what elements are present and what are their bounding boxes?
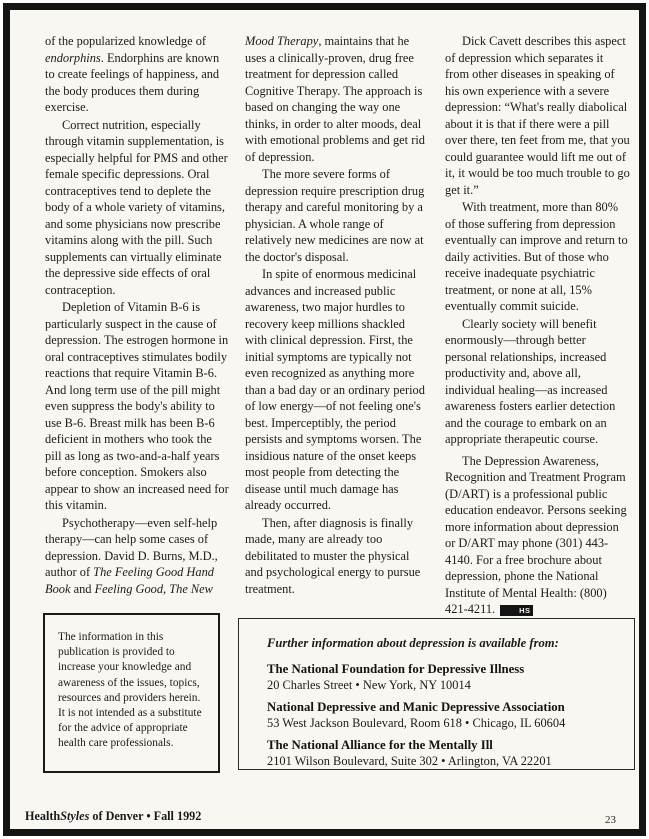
resource-name: The National Alliance for the Mentally Ill — [267, 738, 493, 752]
resource-name: The National Foundation for Depressive Illness — [267, 662, 525, 676]
page-number: 23 — [605, 814, 616, 826]
footer-text-run: Styles — [60, 809, 90, 823]
text-run: Then, after diagnosis is finally made, many are already too debilitated to muster the physical and psychological energy to pursue treatment. — [245, 515, 421, 596]
paragraph — [245, 33, 430, 165]
paragraph — [245, 166, 430, 265]
text-run: of the popularized knowledge of — [45, 34, 207, 48]
paragraph — [445, 316, 630, 448]
text-run: endorphins — [45, 50, 101, 65]
text-run: In spite of enormous medicinal advances and increased public awareness, two major hurdles to recovery keep millions shackled with clinical depression. First, the initial symptoms are typically not even recognized as anything more than a bad day or an ordinary period of low energy—of not feeling one's best. Imperceptibly, the period persists and symptoms worsen. The insidious nature of the onset keeps most people from detecting the disease until much damage has already occurred. — [245, 267, 425, 512]
text-run: The Feeling Good Hand Book — [45, 565, 214, 596]
text-run: and — [70, 581, 95, 596]
paragraph — [45, 515, 230, 598]
page-frame-border — [3, 3, 646, 836]
paragraph — [445, 453, 630, 618]
resource-address: 20 Charles Street • New York, NY 10014 — [267, 677, 471, 692]
text-run: The Depression Awareness, Recognition and Treatment Program (D/ART) is a professional public education endeavor. Persons seeking more information about depression or D/ART may phone (301) 443-4140. For a free brochure about depression, phone the National Institute of Mental Health: (800) 421-4211. — [445, 453, 627, 616]
resources-box — [238, 618, 635, 770]
resource-address: 2101 Wilson Boulevard, Suite 302 • Arlington, VA 22201 — [267, 753, 552, 768]
resource-entry — [267, 700, 620, 731]
text-run: Mood Therapy — [245, 34, 319, 48]
paragraph — [45, 33, 230, 116]
text-run: Clearly society will benefit enormously—through better personal relationships, increased productivity and, above all, individual healing—as increased awareness fosters earlier detection and the courage to embark on an appropriate therapeutic course. — [445, 316, 616, 446]
resource-address: 53 West Jackson Boulevard, Room 618 • Chicago, IL 60604 — [267, 715, 566, 730]
text-run: Depletion of Vitamin B-6 is particularly suspect in the cause of depression. The estrogen hormone in oral contraceptives stimulates bodily reactions that require Vitamin B-6. And long term use of the pill might even suppress the body's ability to use B-6. Breast milk has been B-6 deficient in mothers who took the pill as long as two-and-a-half years before conception. Smokers also appear to show an increased need for this vitamin. — [45, 300, 229, 512]
resource-name: National Depressive and Manic Depressive Association — [267, 700, 565, 714]
text-run: Correct nutrition, especially through vitamin supplementation, is especially helpful for PMS and other female specific depressions. Oral contraceptives tend to deplete the body of a whole variety of vitamins, and some physicians now prescribe vitamins along with the pill. Such supplements can virtually eliminate the depressive side effects of oral contraception. — [45, 117, 228, 297]
text-run: With treatment, more than 80% of those suffering from depression eventually can improve and return to daily activities. But of those who receive inadequate psychiatric treatment, or none at all, 15% eventually commit suicide. — [445, 200, 628, 313]
text-run: . Endorphins are known to create feelings of happiness, and the body produces them during exercise. — [45, 50, 220, 114]
paragraph — [45, 117, 230, 299]
text-run: Feeling Good, The New — [94, 581, 213, 596]
page-content — [20, 20, 630, 826]
paragraph — [445, 33, 630, 198]
footer-publication-line — [25, 809, 201, 824]
article-body — [45, 33, 630, 619]
paragraph — [445, 199, 630, 315]
article-column-1 — [45, 33, 230, 619]
resources-list — [267, 662, 620, 769]
text-run: Dick Cavett describes this aspect of depression which separates it from other diseases in speaking of his own experience with a severe depression: “What's really diabolical about it is that if there were a pill over there, ten feet from me, that you could guarantee would lift me out of it, it would be too much trouble to go get it.” — [445, 34, 630, 197]
text-run: , maintains that he uses a clinically-proven, drug free treatment for depression called Cognitive Therapy. The approach is based on changing the way one thinks, in order to alter moods, deal with emotional problems and get rid of depression. — [245, 34, 425, 164]
article-column-2 — [245, 33, 430, 619]
healthstyles-end-mark-icon: HS — [500, 605, 532, 616]
text-run: Psychotherapy—even self-help therapy—can help some cases of depression. David D. Burns, M.D., author of — [45, 515, 218, 579]
disclaimer-text: The information in this publication is provided to increase your knowledge and awareness of the issues, topics, resources and providers herein. It is not intended as a substitute for the advice of appropriate health care professionals. — [58, 631, 202, 750]
text-run: The more severe forms of depression require prescription drug therapy and careful monitoring by a physician. A whole range of relatively new medicines are now at the doctor's disposal. — [245, 167, 425, 264]
paragraph — [45, 299, 230, 514]
paragraph — [245, 515, 430, 598]
resource-entry — [267, 662, 620, 693]
footer-text-run: of Denver • Fall 1992 — [89, 809, 202, 823]
paragraph — [245, 266, 430, 514]
footer-text-run: Health — [25, 809, 61, 823]
resource-entry — [267, 738, 620, 769]
article-column-3 — [445, 33, 630, 619]
disclaimer-box — [43, 613, 220, 773]
resources-heading: Further information about depression is available from: — [267, 636, 559, 650]
